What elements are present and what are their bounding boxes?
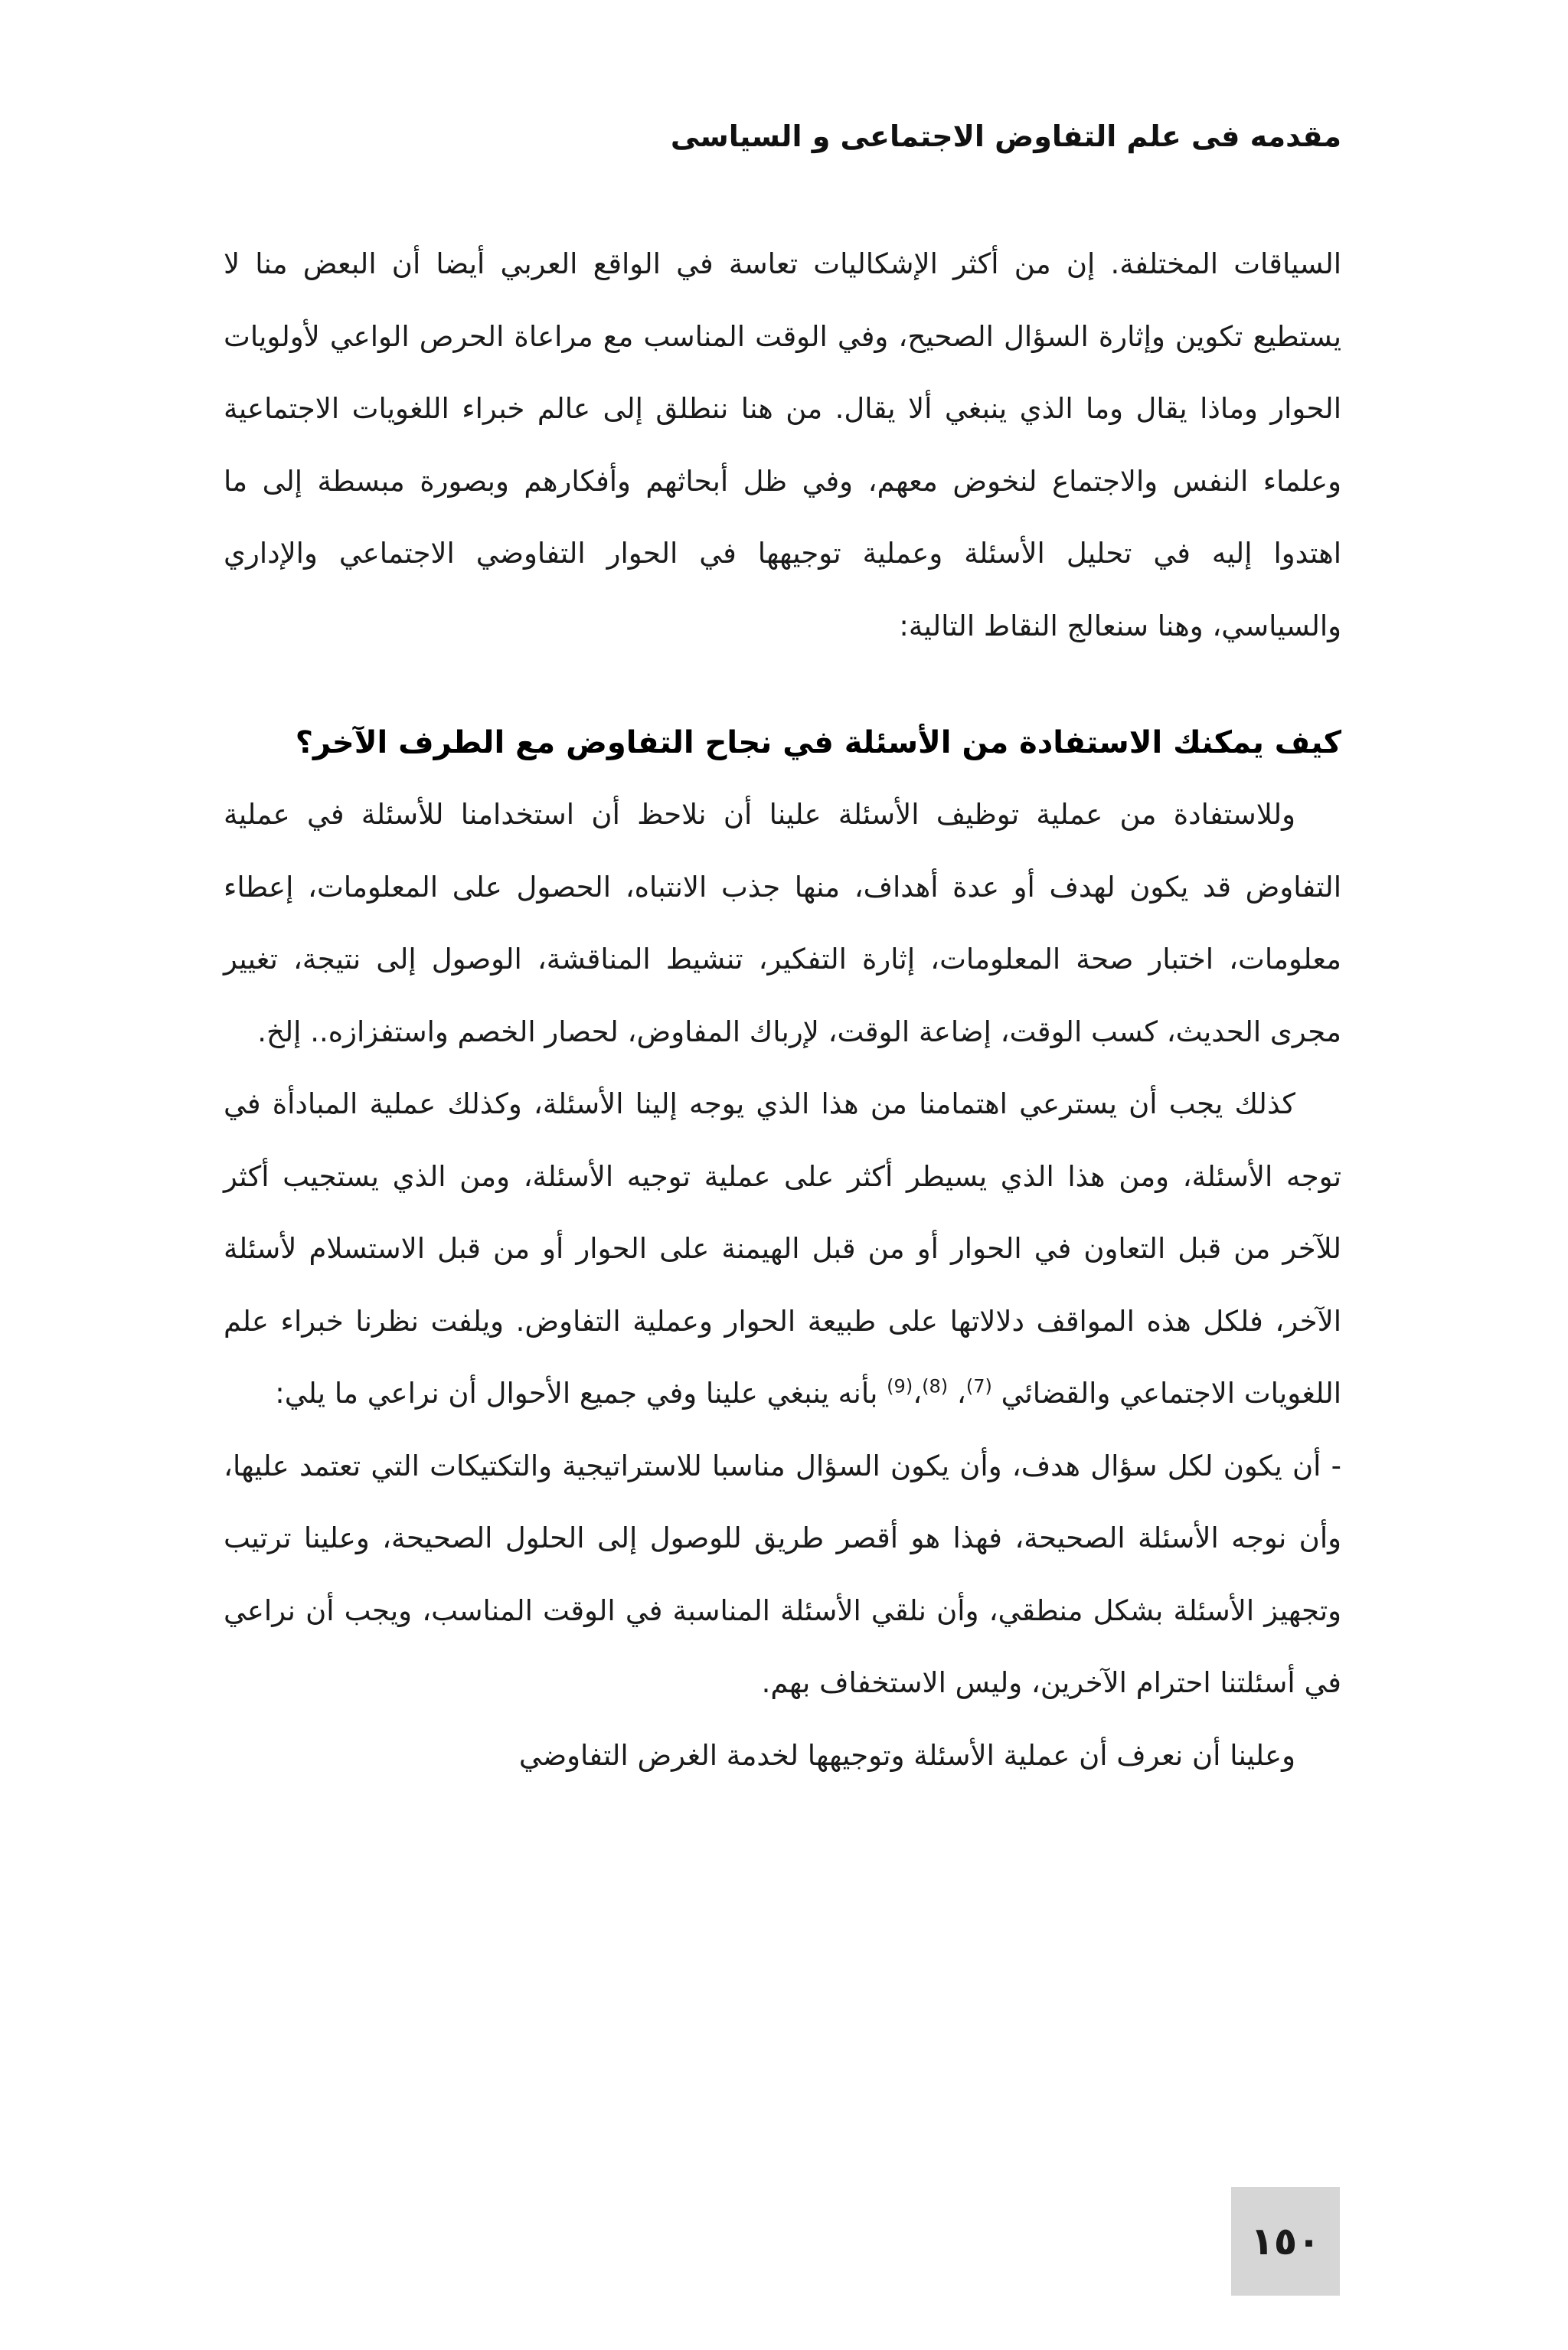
page-number-box [1231,2187,1340,2296]
paragraph-3: كذلك يجب أن يسترعي اهتمامنا من هذا الذي يوجه إلينا الأسئلة، وكذلك عملية المبادأة في توجه الأسئلة، ومن هذا الذي يسيطر أكثر على عملية توجيه الأسئلة، ومن الذي يستجيب أكثر للآخر من قبل التعاون في الحوار أو من قبل الهيمنة على الحوار أو من قبل الاستسلام لأسئلة الآخر، فلكل هذه المواقف دلالاتها على طبيعة الحوار وعملية التفاوض. ويلفت نظرنا خبراء علم اللغويات الاجتماعي والقضائي $^{(7)}$، $^{(8)}$،$^{(9)}$ بأنه ينبغي علينا وفي جميع الأحوال أن نراعي ما يلي: [224,1087,1341,1410]
paragraph-1: السياقات المختلفة. إن من أكثر الإشكاليات تعاسة في الواقع العربي أيضا أن البعض منا لا يستطيع تكوين وإثارة السؤال الصحيح، وفي الوقت المناسب مع مراعاة الحرص الواعي لأولويات الحوار وماذا يقال وما الذي ينبغي ألا يقال. من هنا ننطلق إلى عالم خبراء اللغويات الاجتماعية وعلماء النفس والاجتماع لنخوض معهم، وفي ظل أبحاثهم وأفكارهم وبصورة مبسطة إلى ما اهتدوا إليه في تحليل الأسئلة وعملية توجيهها في الحوار التفاوضي الاجتماعي والإداري والسياسي، وهنا سنعالج النقاط التالية: [224,247,1341,642]
page-number: ١٥٠ [1250,2219,1321,2263]
section-heading: كيف يمكنك الاستفادة من الأسئلة في نجاح التفاوض مع الطرف الآخر؟ [295,725,1341,760]
paragraph-2: وللاستفادة من عملية توظيف الأسئلة علينا أن نلاحظ أن استخدامنا للأسئلة في عملية التفاوض قد يكون لهدف أو عدة أهداف، منها جذب الانتباه، الحصول على المعلومات، إعطاء معلومات، اختبار صحة المعلومات، إثارة التفكير، تنشيط المناقشة، الوصول إلى نتيجة، تغيير مجرى الحديث، كسب الوقت، إضاعة الوقت، لإرباك المفاوض، لحصار الخصم واستفزازه.. إلخ. [224,798,1341,1048]
footnote-ref-7: (7) [965,1375,992,1397]
footnote-ref-9: (9) [887,1375,913,1397]
footnote-ref-8: (8) [922,1375,949,1397]
page-body [224,228,1341,1792]
paragraph-4: - أن يكون لكل سؤال هدف، وأن يكون السؤال مناسبا للاستراتيجية والتكتيكات التي تعتمد عليها، وأن نوجه الأسئلة الصحيحة، فهذا هو أقصر طريق للوصول إلى الحلول الصحيحة، وعلينا ترتيب وتجهيز الأسئلة بشكل منطقي، وأن نلقي الأسئلة المناسبة في الوقت المناسب، ويجب أن نراعي في أسئلتنا احترام الآخرين، وليس الاستخفاف بهم. [224,1449,1341,1699]
paragraph-5: وعلينا أن نعرف أن عملية الأسئلة وتوجيهها لخدمة الغرض التفاوضي [518,1738,1295,1772]
running-header: مقدمه فى علم التفاوض الاجتماعى و السياسى [670,119,1341,153]
paragraph-3-text-b: بأنه ينبغي علينا وفي جميع الأحوال أن نراعي ما يلي: [275,1377,878,1410]
paragraph-3-text-a: كذلك يجب أن يسترعي اهتمامنا من هذا الذي يوجه إلينا الأسئلة، وكذلك عملية المبادأة في توجه الأسئلة، ومن هذا الذي يسيطر أكثر على عملية توجيه الأسئلة، ومن الذي يستجيب أكثر للآخر من قبل التعاون في الحوار أو من قبل الهيمنة على الحوار أو من قبل الاستسلام لأسئلة الآخر، فلكل هذه المواقف دلالاتها على طبيعة الحوار وعملية التفاوض. ويلفت نظرنا خبراء علم اللغويات الاجتماعي والقضائي [224,1087,1341,1410]
